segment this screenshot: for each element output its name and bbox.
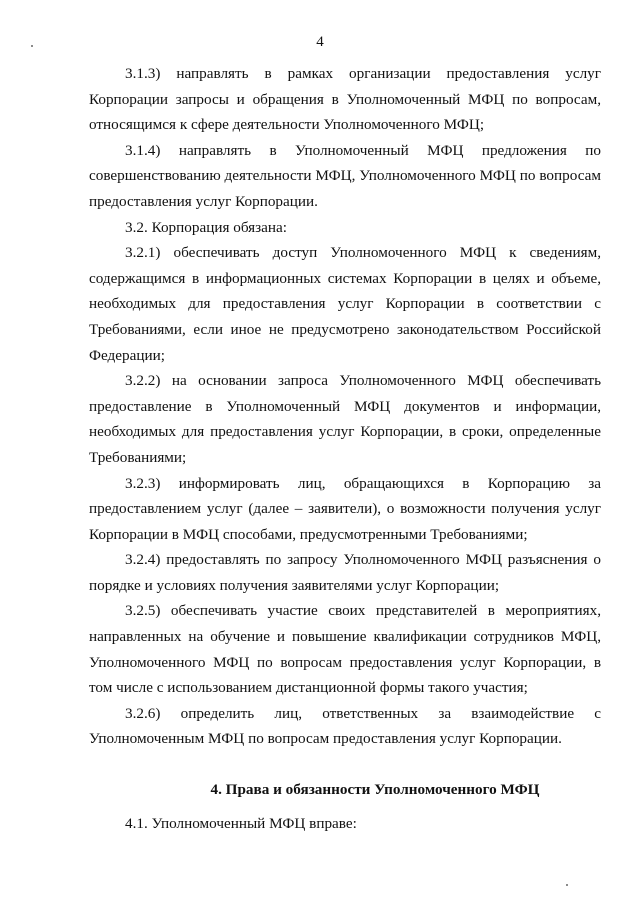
document-body [89,61,601,836]
paragraph-3-2-3: 3.2.3) информировать лиц, обращающихся в Корпорацию за предоставлением услуг (далее – заявители), о возможности получения услуг Корпорации в МФЦ способами, предусмотренными Требованиями; [89,474,601,543]
page-number: 4 [316,34,324,50]
paragraph-3-1-4: 3.1.4) направлять в Уполномоченный МФЦ предложения по совершенствованию деятельности МФЦ, Уполномоченного МФЦ по вопросам предоставления услуг Корпорации. [89,141,601,210]
scan-speck [566,884,568,886]
paragraph-3-2-1: 3.2.1) обеспечивать доступ Уполномоченного МФЦ к сведениям, содержащимся в информационных системах Корпорации в целях и объеме, необходимых для предоставления услуг Корпорации в соответствии с Требованиями, если иное не предусмотрено законодательством Российской Федерации; [89,244,601,364]
paragraph-3-2-4: 3.2.4) предоставлять по запросу Уполномоченного МФЦ разъяснения о порядке и условиях получения заявителями услуг Корпорации; [89,551,601,594]
paragraph-3-2-2: 3.2.2) на основании запроса Уполномоченного МФЦ обеспечивать предоставление в Уполномоченный МФЦ документов и информации, необходимых для предоставления услуг Корпорации, в сроки, определенные Требованиями; [89,372,601,466]
paragraph-3-2: 3.2. Корпорация обязана: [125,218,287,236]
section-heading: 4. Права и обязанности Уполномоченного МФЦ [210,781,540,799]
paragraph-3-2-6: 3.2.6) определить лиц, ответственных за взаимодействие с Уполномоченным МФЦ по вопросам предоставления услуг Корпорации. [89,704,601,748]
paragraph-3-2-5: 3.2.5) обеспечивать участие своих представителей в мероприятиях, направленных на обучение и повышение квалификации сотрудников МФЦ, Уполномоченного МФЦ по вопросам предоставления услуг Корпорации, в том числе с использованием дистанционной формы такого участия; [89,602,601,697]
paragraph-3-1-3: 3.1.3) направлять в рамках организации предоставления услуг Корпорации запросы и обращения в Уполномоченный МФЦ по вопросам, относящимся к сфере деятельности Уполномоченного МФЦ; [89,65,601,134]
section-intro: 4.1. Уполномоченный МФЦ вправе: [125,814,357,832]
